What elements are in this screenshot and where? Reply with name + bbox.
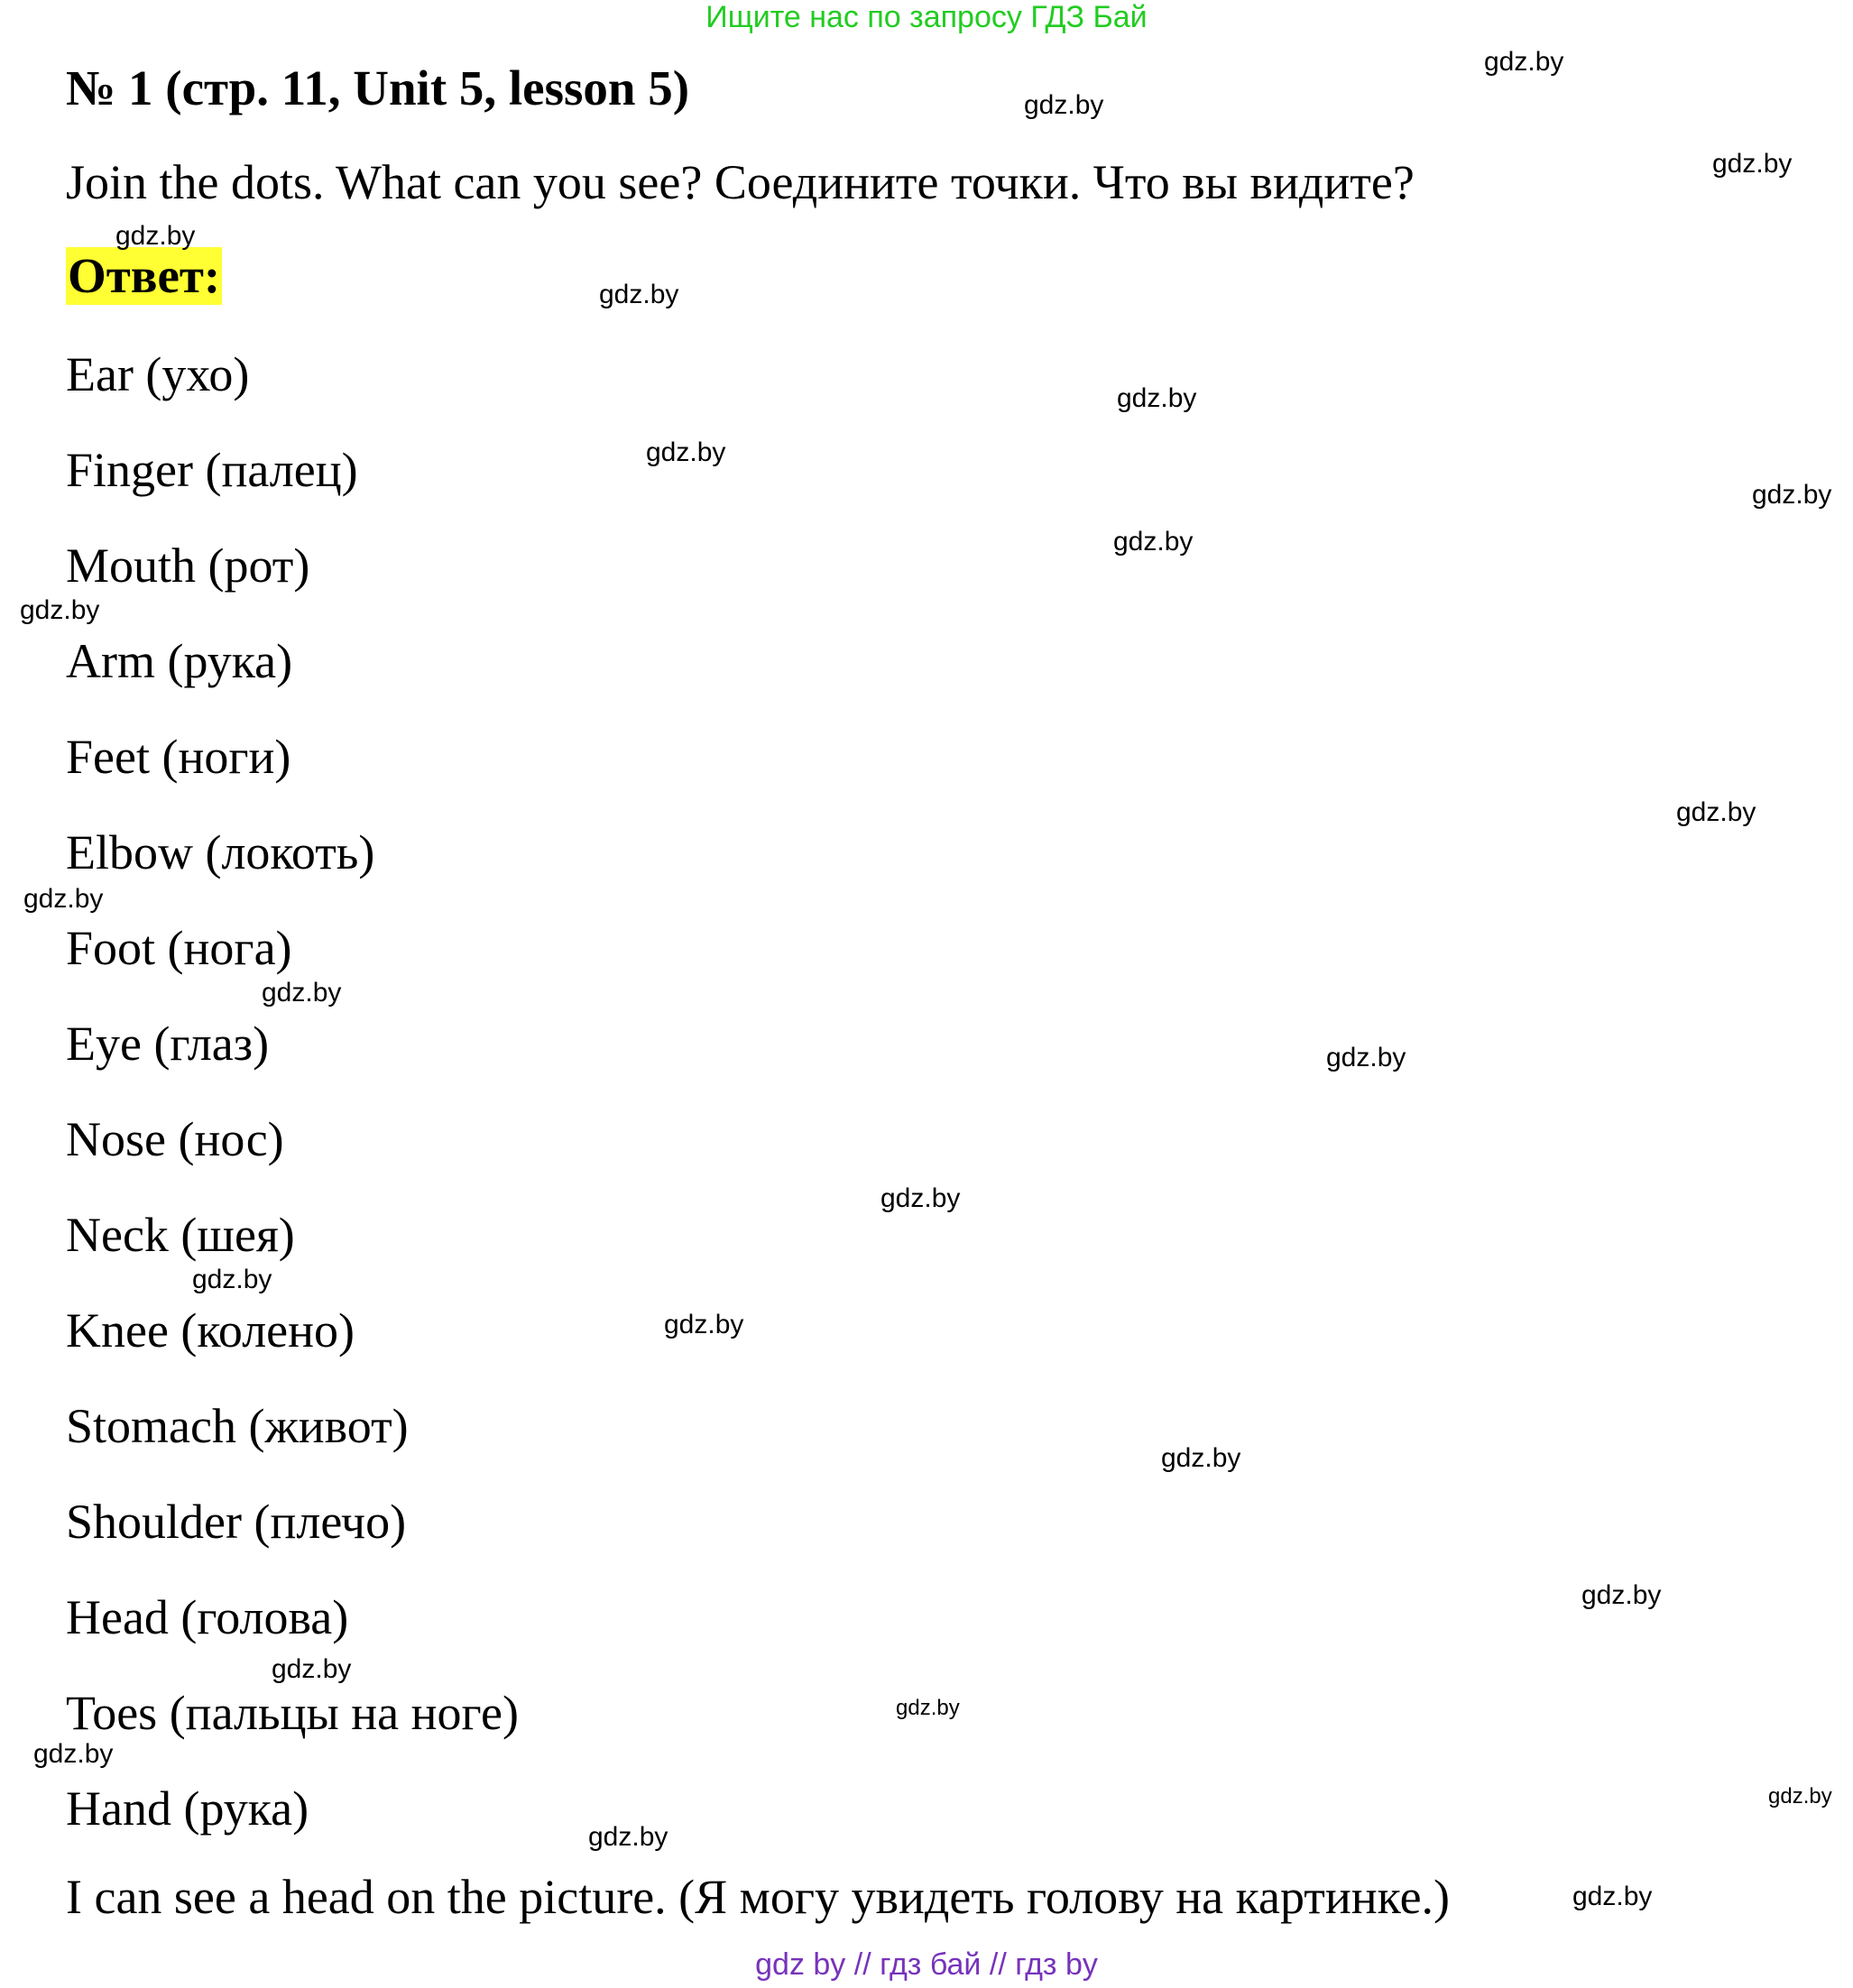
watermark: gdz.by (23, 884, 104, 914)
answer-item: Nose (нос) (66, 1112, 284, 1166)
answer-item: Eye (глаз) (66, 1017, 270, 1071)
watermark: gdz.by (1484, 47, 1564, 77)
watermark: gdz.by (599, 280, 679, 309)
watermark: gdz.by (1581, 1580, 1662, 1610)
watermark: gdz.by (1676, 797, 1756, 827)
answer-item: Elbow (локоть) (66, 825, 375, 879)
answer-item: Finger (палец) (66, 443, 358, 497)
watermark: gdz.by (115, 221, 196, 251)
watermark: gdz.by (20, 595, 100, 625)
watermark: gdz.by (588, 1822, 668, 1852)
watermark: gdz.by (1024, 90, 1104, 120)
watermark: gdz.by (262, 978, 342, 1008)
watermark: gdz.by (880, 1183, 961, 1213)
footer-links: gdz by // гдз бай // гдз by (755, 1947, 1098, 1982)
watermark: gdz.by (33, 1739, 114, 1769)
answer-label: Ответ: (68, 248, 221, 303)
watermark: gdz.by (896, 1696, 960, 1720)
exercise-instruction: Join the dots. What can you see? Соедините точки. Что вы видите? (66, 155, 1415, 209)
watermark: gdz.by (1572, 1882, 1653, 1911)
answer-item: Ear (ухо) (66, 347, 250, 401)
answer-item: Shoulder (плечо) (66, 1495, 407, 1549)
watermark: gdz.by (664, 1310, 744, 1339)
answer-item: Arm (рука) (66, 634, 293, 688)
watermark: gdz.by (272, 1654, 352, 1684)
answer-item: Neck (шея) (66, 1208, 295, 1262)
watermark: gdz.by (1161, 1443, 1241, 1473)
watermark: gdz.by (1712, 149, 1793, 179)
answer-item: Foot (нога) (66, 921, 292, 975)
watermark: gdz.by (192, 1265, 272, 1294)
answer-item: Hand (рука) (66, 1781, 309, 1836)
watermark: gdz.by (1117, 383, 1197, 413)
watermark: gdz.by (1752, 480, 1832, 510)
answer-item: Toes (пальцы на ноге) (66, 1686, 519, 1740)
watermark: gdz.by (1326, 1043, 1406, 1072)
answer-item: Head (голова) (66, 1590, 349, 1644)
conclusion-sentence: I can see a head on the picture. (Я могу увидеть голову на картинке.) (66, 1870, 1451, 1924)
top-banner: Ищите нас по запросу ГДЗ Бай (705, 0, 1148, 34)
exercise-title: № 1 (стр. 11, Unit 5, lesson 5) (66, 60, 690, 115)
watermark: gdz.by (1113, 527, 1194, 557)
watermark: gdz.by (646, 437, 726, 467)
answer-item: Feet (ноги) (66, 730, 291, 784)
answer-item: Mouth (рот) (66, 538, 310, 593)
answer-item: Knee (колено) (66, 1303, 355, 1358)
answer-item: Stomach (живот) (66, 1399, 409, 1453)
watermark: gdz.by (1768, 1784, 1832, 1809)
